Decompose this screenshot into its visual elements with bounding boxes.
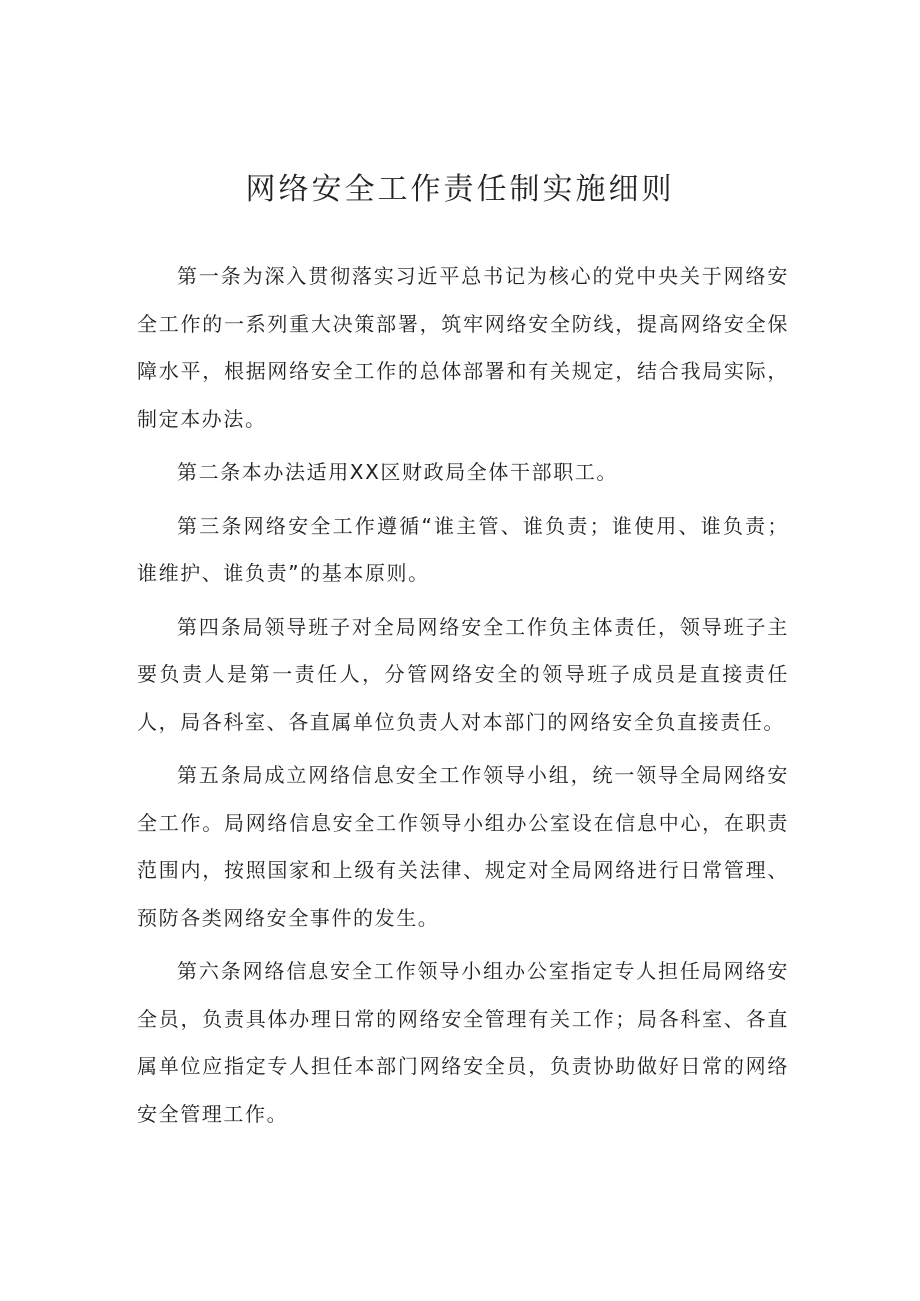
article-1-paragraph: 第一条为深入贯彻落实习近平总书记为核心的党中央关于网络安全工作的一系列重大决策部署，筑牢网络安全防线，提高网络安全保障水平，根据网络安全工作的总体部署和有关规定，结合我局实际，制定本办法。 (137, 264, 789, 431)
article-4-paragraph: 第四条局领导班子对全局网络安全工作负主体责任，领导班子主要负责人是第一责任人，分管网络安全的领导班子成员是直接责任人，局各科室、各直属单位负责人对本部门的网络安全负直接责任。 (137, 614, 789, 734)
article-5-paragraph: 第五条局成立网络信息安全工作领导小组，统一领导全局网络安全工作。局网络信息安全工作领导小组办公室设在信息中心，在职责范围内，按照国家和上级有关法律、规定对全局网络进行日常管理、预防各类网络安全事件的发生。 (137, 763, 789, 930)
article-6-paragraph: 第六条网络信息安全工作领导小组办公室指定专人担任局网络安全员，负责具体办理日常的网络安全管理有关工作；局各科室、各直属单位应指定专人担任本部门网络安全员，负责协助做好日常的网络安全管理工作。 (137, 959, 789, 1126)
article-3-paragraph: 第三条网络安全工作遵循“谁主管、谁负责；谁使用、谁负责；谁维护、谁负责”的基本原则。 (137, 513, 789, 585)
article-2-paragraph: 第二条本办法适用XX区财政局全体干部职工。 (177, 460, 619, 484)
document-body (137, 253, 789, 1144)
document-title: 网络安全工作责任制实施细则 (245, 172, 675, 207)
